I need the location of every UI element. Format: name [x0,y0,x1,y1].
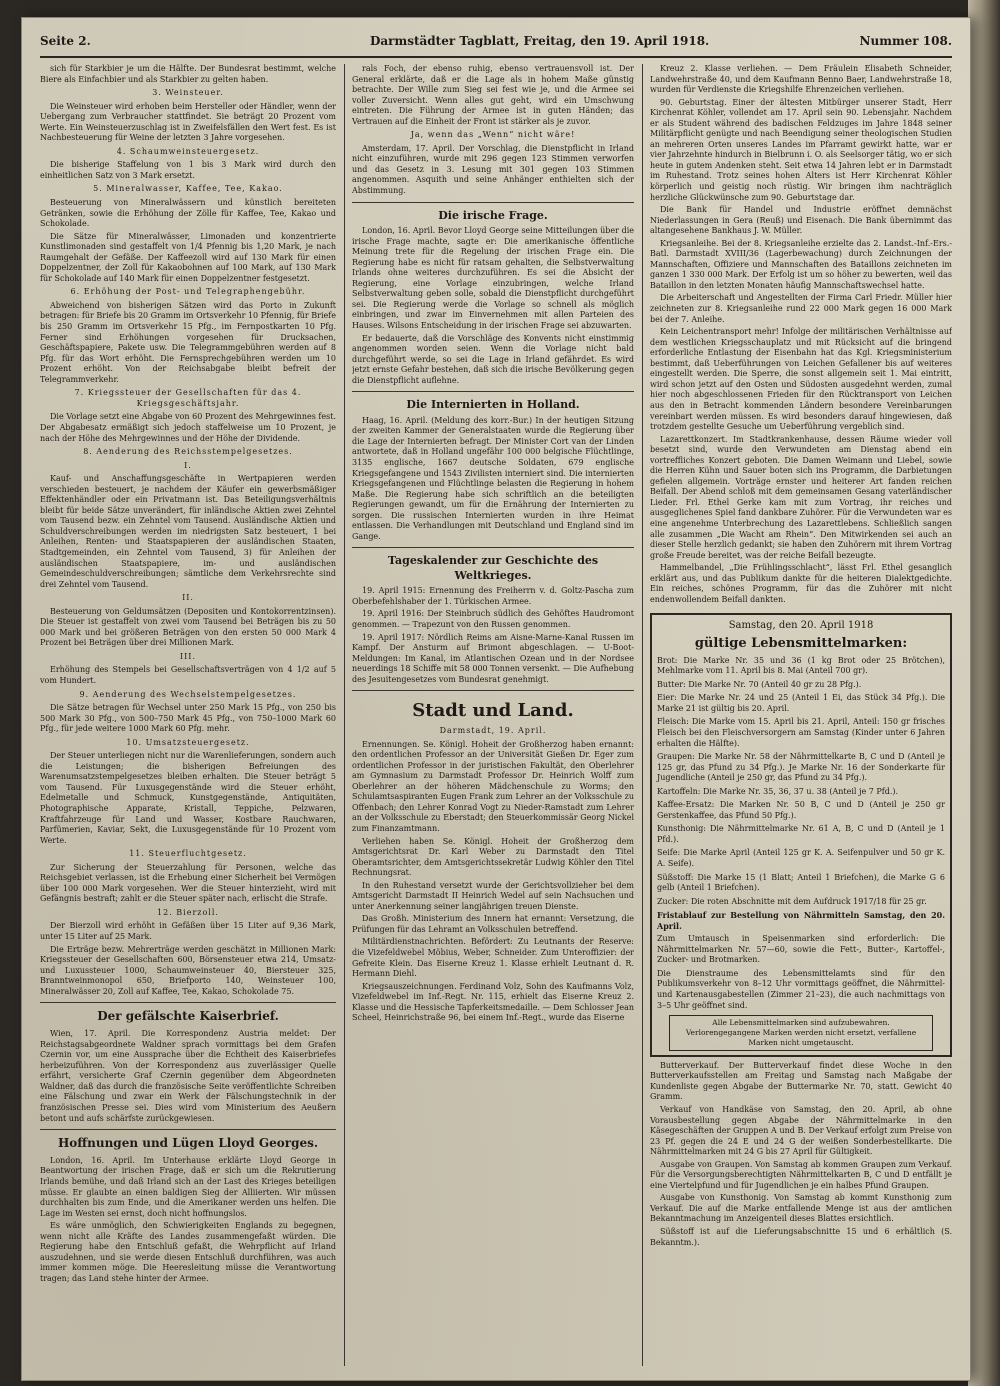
paragraph: Butterverkauf. Der Butterverkauf findet diese Woche in den Butterverkaufsstellen am Freitag und Samstag nach Maßgabe der Kundenliste gegen Abgabe der Buttermarke Nr. 70, statt. Gewicht 40 Gramm. [650,1060,952,1102]
paragraph: Militärdienstnachrichten. Befördert: Zu Leutnants der Reserve: die Vizefeldwebel Möbius, Weber, Schneider. Zum Unteroffizier: der Gefreite Klein. Das Eiserne Kreuz 1. Klasse erhielt Leutnant d. R. Hermann Diehl. [352,937,634,979]
divider [352,547,634,548]
article-headline: Der gefälschte Kaiserbrief. [97,1009,279,1024]
paragraph: Ausgabe von Kunsthonig. Von Samstag ab kommt Kunsthonig zum Verkauf. Die auf die Marke entfallende Menge ist aus der amtlichen Bekanntmachung im Anzeigenteil dieses Blattes ersichtlich. [650,1193,952,1224]
ration-item: Graupen: Die Marke Nr. 58 der Nährmittelkarte B, C und D (Anteil je 125 gr, das Pfund zu 34 Pfg.). Je Marke Nr. 16 der Sonderkarte für Jugendliche (Anteil je 250 gr, das Pfund zu 34 Pfg.). [657,752,945,783]
ration-item: Zucker: Die roten Abschnitte mit dem Aufdruck 1917/18 für 25 gr. [657,896,927,906]
ration-item: Die Dienstraume des Lebensmittelamts sind für den Publikumsverkehr von 8–12 Uhr vormittags geöffnet, die Nährmittel- und Kartenausgabestellen (Zimmer 21–23), die auch nachmittags von 3–5 Uhr geöffnet sind. [657,968,945,1010]
quip: Ja, wenn das „Wenn“ nicht wäre! [410,130,576,140]
ration-item: Seife: Die Marke April (Anteil 125 gr K. A. Seifenpulver und 50 gr K. A. Seife). [657,848,945,868]
paragraph: Die bisherige Staffelung von 1 bis 3 Mark wird durch den einheitlichen Satz von 3 Mark ersetzt. [40,160,336,180]
calendar-entry: 19. April 1917: Nördlich Reims am Aisne-Marne-Kanal Russen im Kampf. Der Ansturm auf Brimont abgeschlagen. — U-Boot-Meldungen: Im Kanal, im Atlantischen Ozean und in der Nordsee neuerdings 18 Schiffe mit 58 000 Tonnen versenkt. — Die Aufhebung des Jesuitengesetzes vom Bundesrat genehmigt. [352,632,634,684]
article-headline: Die Internierten in Holland. [406,398,580,412]
paragraph: Ernennungen. Se. Königl. Hoheit der Großherzog haben ernannt: den ordentlichen Professor an der Universität Gießen Dr. Eger zum ordentlichen Professor in der juristischen Fakultät, den Oberlehrer am Gymnasium zu Darmstadt Professor Dr. Heinrich Wolff zum Oberlehrer an der höheren Mädchenschule zu Worms; den Schulamtsaspiranten Eugen Frank zum Lehrer an der Volksschule zu Offenbach; den Lehrer Konrad Vogt zu Nieder-Ramstadt zum Lehrer an der Volksschule zu Eberstadt; den Steuerkommissär Georg Nickel zum Finanzamtmann. [352,739,634,833]
calendar-entry: 19. April 1916: Der Steinbruch südlich des Gehöftes Haudromont genommen. — Trapezunt von den Russen genommen. [352,609,634,630]
calendar-entry: 19. April 1915: Ernennung des Freiherrn v. d. Goltz-Pascha zum Oberbefehlshaber der 1. Türkischen Armee. [352,586,634,606]
paragraph: Kauf- und Anschaffungsgeschäfte in Wertpapieren werden verschieden besteuert, je nachdem der Käufer ein gewerbsmäßiger Effektenhändler oder ein Privatmann ist. Das Beteiligungsverhältnis bleibt für beide Sätze unverändert, für inländische Aktien zwei Zehntel vom Tausend bezw. ein Zehntel vom Tausend. Ausländische Aktien und Schuldverschreibungen werden im niedrigsten Satz besteuert, 1 bei Anleihen, Renten- und Staatspapieren der ausländischen Staaten, Stadtgemeinden, ein Zehntel vom Tausend, 3) für Anleihen der ausländischen Staatspapiere, im- und ausländischen Gemeindeschuldverschreibungen; sämtliche dem Verkehrsrechte sind drei Zehntel vom Tausend. [40,474,336,589]
section-heading: 12. Bierzoll. [157,907,219,917]
paragraph: London, 16. April. Im Unterhause erklärte Lloyd George in Beantwortung der irischen Frage, daß er sich um die Rekrutierung Irlands bemühe, und daß Irland sich an der Last des Krieges beteiligen müsse. Er glaubte an einen baldigen Sieg der Alliierten. Wir müssen durchhalten bis zum Ende, und die Amerikaner werden uns helfen. Die Lage im Westen sei ernst, doch nicht hoffnungslos. [40,1155,336,1218]
paragraph: Süßstoff ist auf die Lieferungsabschnitte 15 und 6 erhältlich (S. Bekanntm.). [650,1226,952,1247]
article-headline: Die irische Frage. [438,208,548,222]
paragraph: 90. Geburtstag. Einer der ältesten Mitbürger unserer Stadt, Herr Kirchenrat Köhler, vollendet am 17. April sein 90. Lebensjahr. Nachdem er als Student während des badischen Feldzuges im Jahre 1848 seiner Militärpflicht genügte und nach Beendigung seiner theologischen Studien an mehreren Orten unseres Landes im Pfarramt gewirkt hatte, war er vier Jahrzehnte hindurch in Bielbrunn i. O. als Seelsorger tätig, wo er sich heute in gutem Andenken steht. Seit etwa 14 Jahren lebt er in Darmstadt im Ruhestand. Trotz seines hohen Alters ist Herr Kirchenrat Köhler körperlich und geistig noch rüstig. Wir bringen ihm nachträglich herzliche Glückwünsche zum 90. Geburtstage dar. [650,97,952,202]
paragraph: Die Bank für Handel und Industrie eröffnet demnächst Niederlassungen in Gera (Reuß) und Eisenach. Die Bank übernimmt das altangesehene Bankhaus J. W. Müller. [650,205,952,236]
roman-numeral: II. [182,593,194,603]
column-rule [344,64,345,1366]
column-2 [352,64,634,1368]
paragraph: Die Erträge bezw. Mehrerträge werden geschätzt in Millionen Mark: Kriegssteuer der Gesellschaften 600, Börsensteuer etwa 214, Umsatz- und Luxussteuer 1000, Schaumweinsteuer 40, Biersteuer 325, Branntweinmonopol 650, Briefporto 140, Weinsteuer 100, Mineralwässer 20, Zoll auf Kaffee, Tee, Kakao, Schokolade 75. [40,944,336,996]
ration-item: Zum Umtausch in Speisenmarken sind erforderlich: Die Nährmittelmarken Nr. 57—60, sowie die Fett-, Butter-, Kartoffel-, Zucker- und Brotmarken. [657,934,945,965]
paragraph: Zur Sicherung der Steuerzahlung für Personen, welche das Reichsgebiet verlassen, ist die Erhebung einer Sicherheit bei Vermögen über 100 000 Mark vorgesehen. Wer die Steuer hinterzieht, wird mit Gefängnis bestraft; zahlt er die Steuer später nach, erlischt die Strafe. [40,862,336,904]
paragraph: Die Sätze betragen für Wechsel unter 250 Mark 15 Pfg., von 250 bis 500 Mark 30 Pfg., von 500–750 Mark 45 Pfg., von 750–1000 Mark 60 Pfg., für jede weitere 1000 Mark 60 Pfg. mehr. [40,703,336,734]
divider [352,690,634,691]
section-heading: 7. Kriegssteuer der Gesellschaften für das 4. Kriegsgeschäftsjahr. [74,388,302,408]
section-heading: 3. Weinsteuer. [152,88,224,98]
page-number: Seite 2. [40,34,91,48]
paragraph: Die Sätze für Mineralwässer, Limonaden und konzentrierte Kunstlimonaden sind gestaffelt von 1/4 Pfennig bis 1,20 Mark, je nach Raumgehalt der Gefäße. Der Kaffeezoll wird auf 130 Mark für einen Doppelzentner, der Zoll für Kakaobohnen auf 100 Mark, auf 130 Mark für Schokolade auf 140 Mark für einen Doppelzentner festgesetzt. [40,231,336,283]
paragraph: Der Steuer unterliegen nicht nur die Warenlieferungen, sondern auch die Leistungen; die bisherigen Befreiungen des Warenumsatzstempelgesetzes bleiben erhalten. Die Steuer beträgt 5 vom Tausend. Für Luxusgegenstände wird die Steuer erhöht, Edelmetalle und Schmuck, Kunstgegenstände, Antiquitäten, Photographische Apparate, Kristall, Teppiche, Pelzwaren, Kraftfahrzeuge für Land und Wasser, Kostbare Rauchwaren, Parfümerien, Kaviar, Sekt, die Luxusgegenstände für 10 Prozent vom Werte. [40,751,336,845]
calendar-headline: Tageskalender zur Geschichte des Weltkrieges. [387,554,599,582]
column-3 [650,64,952,1368]
section-title: Stadt und Land. [412,700,574,722]
paragraph: Verliehen haben Se. Königl. Hoheit der Großherzog dem Amtsgerichtsrat Dr. Karl Weber zu Darmstadt den Titel Oberamtsrichter, dem Amtsgerichtssekretär Ludwig Köhler den Titel Rechnungsrat. [352,836,634,878]
paragraph: Es wäre unmöglich, den Schwierigkeiten Englands zu begegnen, wenn nicht alle Kräfte des Landes zusammengefaßt würden. Die Regierung habe den Entschluß gefaßt, die Wehrpflicht auf Irland auszudehnen, und sie werde diesen Entschluß durchführen, was auch immer kommen möge. Die Heeresleitung müsse die Verantwortung tragen; das Land stehe hinter der Armee. [40,1221,336,1283]
dateline: Darmstadt, 19. April. [439,726,547,736]
ration-item: Kaffee-Ersatz: Die Marken Nr. 50 B, C und D (Anteil je 250 gr Gerstenkaffee, das Pfund 50 Pfg.). [657,800,945,820]
paragraph: Erhöhung des Stempels bei Gesellschaftsverträgen von 4 1/2 auf 5 vom Hundert. [40,665,336,685]
paragraph: Kriegsanleihe. Bei der 8. Kriegsanleihe erzielte das 2. Landst.-Inf.-Ers.-Batl. Darmstadt XVIII/36 (Lagerbewachung) durch Zeichnungen der Mannschaften, Offiziere und Mannschaften des Bataillons zeichneten im ganzen 1 330 000 Mark. Der Erfolg ist um so höher zu bewerten, weil das Bataillon in den letzten Monaten häufig Mannschaftswechsel hatte. [650,238,952,290]
ration-box [650,613,952,1056]
paragraph: Wien, 17. April. Die Korrespondenz Austria meldet: Der Reichstagsabgeordnete Waldner sprach vormittags bei dem Grafen Czernin vor, um eine Aussprache über die Echtheit des Kaiserbriefes herbeizuführen. Von der Korrespondenz aus zuverlässiger Quelle erfährt, versicherte Graf Czernin gegenüber dem Abgeordneten Waldner, daß das durch die französische Seite veröffentlichte Schreiben eine Fälschung und zwar ein Werk der Fälschungstechnik in der französischen Presse sei. Dies wird vom Ministerium des Aeußern betont und aufs schärfste zurückgewiesen. [40,1029,336,1123]
page-header [40,30,952,58]
ration-item: Süßstoff: Die Marke 15 (1 Blatt; Anteil 1 Briefchen), die Marke G 6 gelb (Anteil 1 Briefchen). [657,872,945,893]
paragraph: In den Ruhestand versetzt wurde der Gerichtsvollzieher bei dem Amtsgericht Darmstadt II Heinrich Wedel auf sein Nachsuchen und unter Anerkennung seiner langjährigen treuen Dienste. [352,880,634,911]
paragraph: Besteuerung von Mineralwässern und künstlich bereiteten Getränken, sowie die Erhöhung der Zölle für Kaffee, Tee, Kakao und Schokolade. [40,198,336,229]
ration-item: Kartoffeln: Die Marke Nr. 35, 36, 37 u. 38 (Anteil je 7 Pfd.). [657,786,899,796]
paragraph: Kein Leichentransport mehr! Infolge der militärischen Verhältnisse auf dem westlichen Kriegsschauplatz und mit Rücksicht auf die bringend erforderliche Entlastung der Eisenbahn hat das Kgl. Kriegsministerium bestimmt, daß Ueberführungen von Leichen Gefallener bis auf weiteres eingestellt werden. Die Sperre, die sonst allgemein seit 1. Mai eintritt, wird schon jetzt auf den Osten und Südosten ausgedehnt werden, zumal hier noch abgeschlossenen Frieden für den Rücktransport von Leichen aus den in Betracht kommenden Ländern besondere Vereinbarungen vereinbart werden müssen. Es wird besonders darauf hingewiesen, daß trotzdem gestellte Gesuche um Ueberführung vergeblich sind. [650,327,952,432]
ration-item: Butter: Die Marke Nr. 70 (Anteil 40 gr zu 28 Pfg.). [657,679,862,689]
ration-item: Fleisch: Die Marke vom 15. April bis 21. April, Anteil: 150 gr frisches Fleisch bei den Fleischversorgern am Samstag (Kinder unter 6 Jahren erhalten die Hälfte). [657,717,945,748]
ration-item: Brot: Die Marke Nr. 35 und 36 (1 kg Brot oder 25 Brötchen), Mehlmarke vom 11. April bis 8. Mai (Anteil 700 gr). [657,655,945,676]
roman-numeral: III. [179,651,197,661]
paragraph: Ausgabe von Graupen. Von Samstag ab kommen Graupen zum Verkauf. Für die Versorgungsberechtigten Nährmittelkarten B, C und D entfällt je eine Viertelpfund und für Jugendlichen je ein halbes Pfund Graupen. [650,1159,952,1190]
divider [352,391,634,392]
article-headline: Hoffnungen und Lügen Lloyd Georges. [57,1136,319,1151]
ration-note: Alle Lebensmittelmarken sind aufzubewahren. Verlorengegangene Marken werden nicht ersetzt, verfallene Marken nicht umgetauscht. [669,1015,933,1051]
issue-number: Nummer 108. [859,34,952,48]
ration-item: Fristablauf zur Bestellung von Nährmitteln Samstag, den 20. April. [657,910,945,931]
section-heading: 4. Schaumweinsteuergesetz. [116,146,260,156]
paragraph: Das Großh. Ministerium des Innern hat ernannt: Versetzung, die Prüfungen für das Lehramt an Volksschulen betreffend. [352,914,634,934]
column-1 [40,64,336,1368]
ration-box-title: gültige Lebensmittelmarken: [694,635,908,651]
paragraph: Die Weinsteuer wird erhoben beim Hersteller oder Händler, wenn der Uebergang zum Verbraucher stattfindet. Sie beträgt 20 Prozent vom Werte. Ein Weinsteuerzuschlag ist in Zweifelsfällen den Wert fest. Es ist Nachbesteuerung für Weine der letzten 3 Jahre vorgesehen. [40,101,336,143]
paragraph: Die Arbeiterschaft und Angestellten der Firma Carl Friedr. Müller hier zeichneten zur 8. Kriegsanleihe rund 22 000 Mark gegen 16 000 Mark bei der 7. Anleihe. [650,293,952,324]
paragraph: Verkauf von Handkäse von Samstag, den 20. April, ab ohne Vorausbestellung gegen Abgabe der Nährmittelmarke in den Käsegeschäften der Gruppen A und B. Der Verkauf erfolgt zum Preise von 23 Pf. gegen die 24 E und 24 G der weißen Sonderbestellkarte. Die Nährmittelmarken mit 24 G bis 27 April für Gültigkeit. [650,1104,952,1157]
divider [40,1002,336,1003]
page-edge [968,0,1000,1386]
paragraph: Der Bierzoll wird erhöht in Gefäßen über 15 Liter auf 9,36 Mark, unter 15 Liter auf 25 Mark. [40,921,336,942]
ration-item: Kunsthonig: Die Nährmittelmarke Nr. 61 A, B, C und D (Anteil je 1 Pfd.). [657,824,945,844]
paragraph: Abweichend von bisherigen Sätzen wird das Porto in Zukunft betragen: für Briefe bis 20 Gramm im Ortsverkehr 10 Pfennig, für Briefe bis 250 Gramm im Ortsverkehr 15 Pfg., im Fernpostkarten 10 Pfg. Ferner sind Erhöhungen vorgesehen für Drucksachen, Geschäftspapiere, Pakete usw. Die Telegrammgebühren werden auf 8 Pfg. für das Wort erhöht. Die Fernsprechgebühren werden um 10 Prozent erhöht. Von der Reichsabgabe bleibt befreit der Telegrammverkehr. [40,300,336,384]
paragraph: Besteuerung von Geldumsätzen (Depositen und Kontokorrentzinsen). Die Steuer ist gestaffelt von zwei vom Tausend bei Beträgen bis zu 50 000 Mark und bei größeren Beträgen von den ersten 50 000 Mark 4 Prozent bei Beträgen über drei Millionen Mark. [40,606,336,648]
section-heading: 11. Steuerfluchtgesetz. [129,849,247,859]
section-heading: 8. Aenderung des Reichsstempelgesetzes. [83,447,293,457]
masthead-date: Darmstädter Tagblatt, Freitag, den 19. April 1918. [370,34,710,48]
newspaper-page [22,18,970,1380]
section-heading: 9. Aenderung des Wechselstempelgesetzes. [79,689,297,699]
section-heading: 6. Erhöhung der Post- und Telegraphengebühr. [70,287,306,297]
paragraph: Amsterdam, 17. April. Der Vorschlag, die Dienstpflicht in Irland nicht einzuführen, wurde mit 296 gegen 123 Stimmen verworfen und das Gesetz in 3. Lesung mit 301 gegen 103 Stimmen angenommen. Asquith und seine Anhänger enthielten sich der Abstimmung. [352,143,634,196]
ration-box-date: Samstag, den 20. April 1918 [728,620,874,632]
divider [352,202,634,203]
ration-item: Eier: Die Marke Nr. 24 und 25 (Anteil 1 Ei, das Stück 34 Pfg.). Die Marke 21 ist gültig bis 20. April. [657,693,945,713]
paragraph: Die Vorlage setzt eine Abgabe von 60 Prozent des Mehrgewinnes fest. Der Abgabesatz ermäßigt sich jedoch staffelweise um 10 Prozent, je nach der Höhe des Mehrgewinnes und der Höhe der Dividende. [40,412,336,443]
paragraph: Haag, 16. April. (Meldung des korr.-Bur.) In der heutigen Sitzung der zweiten Kammer der Generalstaaten wurde die Regierung über die Lage der Internierten befragt. Der Minister Cort van der Linden antwortete, daß in Holland ungefähr 100 000 belgische Flüchtlinge, 3135 englische, 1667 deutsche Soldaten, 679 englische Kriegsgefangene und 1543 Zivilisten interniert sind. Die internierten Kriegsgefangenen und Flüchtlinge belasten die Regierung in hohem Maße. Die Regierung habe sich schriftlich an die beteiligten Regierungen gewandt, um für die Ernährung der Internierten zu sorgen. Die russischen Internierten wurden in ihre Heimat entlassen. Die Verhandlungen mit Deutschland und England sind im Gange. [352,415,634,541]
paragraph: rals Foch, der ebenso ruhig, ebenso vertrauensvoll ist. Der General erklärte, daß er die Lage als in hohem Maße günstig betrachte. Der Wille zum Sieg sei fest wie je, und die Armee sei voller Zuversicht. Wenn alles gut geht, wird ein Umschwung eintreten. Die Führung der Armee ist in guten Händen; das Vertrauen auf die Einheit der Front ist stärker als je zuvor. [352,64,634,126]
paragraph: Lazarettkonzert. Im Stadtkrankenhause, dessen Räume wieder voll besetzt sind, wurde den Verwundeten am Dienstag abend ein vortreffliches Konzert geboten. Die Damen Weimann und Liebel, sowie die Herren Kühn und Sauer boten sich ins Programm, die Darbietungen gefielen allgemein. Vorträge ernster und heiterer Art fanden reichen Beifall. Der Abend schloß mit dem gemeinsamen Gesang vaterländischer Lieder. Frl. Ethel Gerke kam mit zum Vortrag, ihr reiches und ausgeglichenes Spiel fand dankbare Zuhörer. Für die Verwundeten war es eine angenehme Unterbrechung des Lazarettlebens. Schließlich sangen alle zusammen „Die Wacht am Rhein“. Den Mitwirkenden sei auch an dieser Stelle herzlich gedankt; sie haben den Zuhörern mit ihrem Vortrag große Freude bereitet, was der reiche Beifall bezeugte. [650,434,952,560]
paragraph: Er bedauerte, daß die Vorschläge des Konvents nicht einstimmig angenommen worden seien. Wenn die Vorlage nicht bald durchgeführt werde, so sei die Lage in Irland gefährdet. Es wird jetzt ernste Gefahr bestehen, daß sich die irische Bevölkerung gegen die Dienstpflicht auflehne. [352,333,634,385]
section-heading: 5. Mineralwasser, Kaffee, Tee, Kakao. [93,184,283,194]
paragraph: sich für Starkbier je um die Hälfte. Der Bundesrat bestimmt, welche Biere als Einfachbier und als Starkbier zu gelten haben. [40,64,336,84]
paragraph: Kreuz 2. Klasse verliehen. — Dem Fräulein Elisabeth Schneider, Landwehrstraße 40, und dem Kaufmann Benno Baer, Landwehrstraße 18, wurden für Verdienste die Kriegshilfe Ehrenzeichen verliehen. [650,64,952,95]
section-heading: 10. Umsatzsteuergesetz. [126,737,250,747]
divider [40,1129,336,1130]
paragraph: Kriegsauszeichnungen. Ferdinand Volz, Sohn des Kaufmanns Volz, Vizefeldwebel im Inf.-Regt. Nr. 115, erhielt das Eiserne Kreuz 2. Klasse und die Hessische Tapferkeitsmedaille. — Dem Schlosser Jean Scheel, Heinrichstraße 96, bei einem Inf.-Regt., wurde das Eiserne [352,981,634,1023]
column-rule [642,64,643,1366]
paragraph: London, 16. April. Bevor Lloyd George seine Mitteilungen über die irische Frage machte, sagte er: Die amerikanische öffentliche Meinung trete für die Regelung der irischen Frage ein. Die Regierung habe es nicht für ratsam gehalten, die Selbstverwaltung Irlands ohne weiteres durchzuführen. Es sei die Absicht der Regierung, eine Vorlage einzubringen, welche Irland Selbstverwaltung geben solle, sobald die Dienstpflicht durchgeführt sei. Die Regierung werde die Vorlage so schnell als möglich einbringen, und zwar im Einvernehmen mit allen Parteien des Hauses. Wilsons Entscheidung in der irischen Frage sei abzuwarten. [352,226,634,330]
roman-numeral: I. [184,460,192,470]
paragraph: Hammelbandel, „Die Frühlingsschlacht“, lässt Frl. Ethel gesanglich erklärt aus, und das Publikum dankte für die heiteren Dialektgedichte. Ein reiches, schönes Programm, für das die Zuhörer mit nicht endenwollendem Beifall dankten. [650,563,952,604]
